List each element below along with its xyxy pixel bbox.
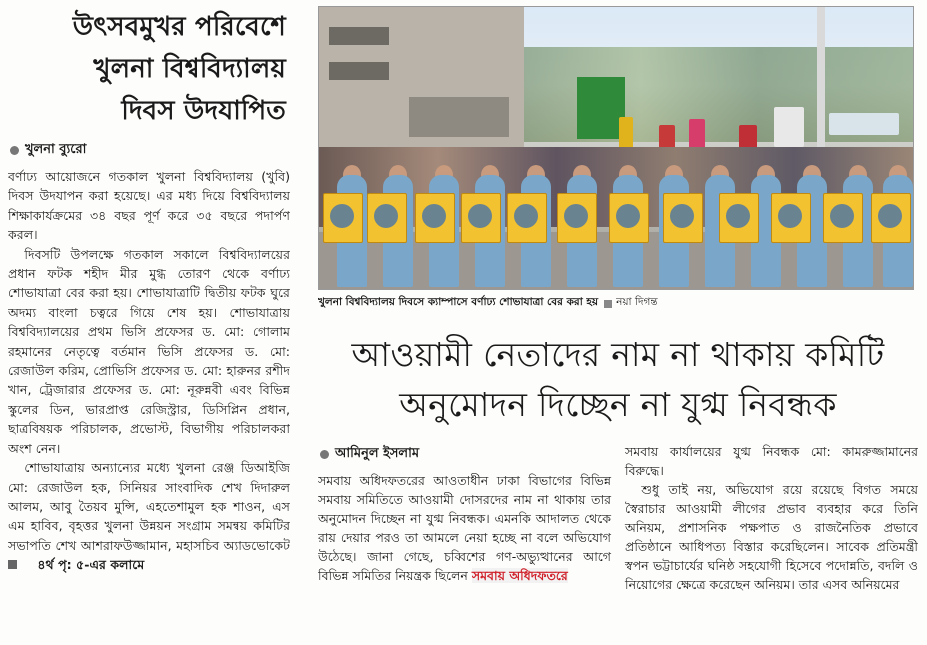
left-paragraph-3-text: শোভাযাত্রায় অন্যান্যের মধ্যে খুলনা রেঞ্জ ডিআইজি মো: রেজাউল হক, সিনিয়র সাংবাদিক শেখ দিদারুল আলম, আবু তৈয়ব মুন্সি, এহতেশামুল হক শাওন, এস এম হাবিব, বৃহত্তর খুলনা উন্নয়ন সংগ্রাম সমন্বয় কমিটির সভাপতি শেখ আশরাফউজ্জামান, মহাসচিব অ্যাডভোকেট [8,460,290,553]
left-headline-line-1: উৎসবমুখর পরিবেশে [72,12,286,42]
left-headline-line-2: খুলনা বিশ্ববিদ্যালয় [93,54,286,84]
main-article-col-1 [318,440,611,594]
highlight-link[interactable]: সমবায় অধিদফতরে [471,568,568,583]
procession-photo [318,6,914,290]
green-flag [577,77,625,139]
main-article-columns [318,440,918,594]
main-headline-line-2: অনুমোদন দিচ্ছেন না যুগ্ম নিবন্ধক [399,385,837,424]
continuation-text: ৪র্থ পৃ: ৫-এর কলামে [37,557,145,573]
caption-text: খুলনা বিশ্ববিদ্যালয় দিবসে ক্যাম্পাসে বর্ণাঢ্য শোভাযাত্রা বের করা হয় [318,296,599,308]
main-col2-paragraph-2: শুধু তাই নয়, অভিযোগ রয়ে রয়েছে বিগত সময়ে স্বৈরাচার আওয়ামী লীগের প্রভাব ব্যবহার করে তিনি অনিয়ম, প্রশাসনিক পক্ষপাত ও রাজনৈতিক প্রভাবে প্রতিষ্ঠানে আধিপত্য বিস্তার করেছিলেন। সাবেক প্রতিমন্ত্রী স্বপন ভট্টাচার্যের ঘনিষ্ঠ সহযোগী হিসেবে পদোন্নতি, বদলি ও নিয়োগের ক্ষেত্রে করেছেন অনিয়ম। তার এসব অনিয়মের [625,482,918,592]
main-article-byline [320,444,611,465]
continuation-note[interactable] [8,555,144,574]
main-article-col-2 [625,440,918,594]
left-paragraph-3 [8,458,290,575]
left-headline-line-3: দিবস উদযাপিত [121,96,286,126]
main-col1-paragraph [318,471,611,585]
main-col2-paragraph-1: সমবায় কার্যালয়ের যুগ্ম নিবন্ধক মো: কামরুজ্জামানের বিরুদ্ধে। [625,444,918,478]
left-article-headline [8,6,286,132]
left-byline-text: খুলনা ব্যুরো [25,142,87,157]
campus-building [319,7,524,157]
photo-source-text: নয়া দিগন্ত [616,296,658,308]
main-article-body-2 [625,442,918,594]
left-article-byline [10,140,290,161]
photo-source [604,295,657,312]
left-paragraph-2: দিবসটি উপলক্ষে গতকাল সকালে বিশ্ববিদ্যালয়ের প্রধান ফটক শহীদ মীর মুগ্ধ তোরণ থেকে বর্ণাঢ্য শোভাযাত্রা বের করা হয়। শোভাযাত্রাটি দ্বিতীয় ফটক ঘুরে অদম্য বাংলা চত্বরে গিয়ে শেষ হয়। শোভাযাত্রায় বিশ্ববিদ্যালয়ের প্রথম ভিসি প্রফেসর ড. মো: গোলাম রহমানের নেতৃত্বে বর্তমান ভিসি প্রফেসর ড. মো: রেজাউল করিম, প্রোভিসি প্রফেসর ড. মো: হারুনর রশীদ খান, ট্রেজারার প্রফেসর ড. মো: নূরুন্নবী এবং বিভিন্ন স্কুলের ডিন, ভারপ্রাপ্ত রেজিস্ট্রার, ডিসিপ্লিন প্রধান, ছাত্রবিষয়ক পরিচালক, প্রভোস্ট, বিভাগীয় পরিচালকরা অংশ নেন। [8,246,290,456]
left-paragraph-1: বর্ণাঢ্য আয়োজনে গতকাল খুলনা বিশ্ববিদ্যালয় (খুবি) দিবস উদযাপন করা হয়েছে। এর মধ্য দিয়ে বিশ্ববিদ্যালয় শিক্ষাকার্যক্রমের ৩৪ বছর পূর্ণ করে ৩৫ বছরে পদার্পণ করল। [8,169,290,243]
main-headline-line-1: আওয়ামী নেতাদের নাম না থাকায় কমিটি [351,335,885,374]
left-article-body [8,167,290,575]
main-col1-text: সমবায় অধিদফতরের আওতাধীন ঢাকা বিভাগের বিভিন্ন সমবায় সমিতিতে আওয়ামী দোসরদের নাম না থাকায় তার অনুমোদন দিচ্ছেন না যুগ্ম নিবন্ধক। এমনকি আদালত থেকে রায় দেয়ার পরও তা আমলে নেয়া হচ্ছে না বলে অভিযোগ উঠেছে। জানা গেছে, চব্বিশের গণ-অভ্যুত্থানের আগে বিভিন্ন সমিতির নিয়ন্ত্রক ছিলেন [318,473,611,583]
right-column [318,6,918,642]
main-article-headline [318,330,918,430]
square-icon [604,300,612,308]
light-pole [817,7,825,157]
square-icon [8,560,17,569]
left-article [8,6,290,642]
bullet-icon [10,146,19,155]
main-byline-text: আমিনুল ইসলাম [335,446,420,461]
bullet-icon [320,450,329,459]
photo-caption [318,295,918,312]
main-article-body-1 [318,471,611,585]
